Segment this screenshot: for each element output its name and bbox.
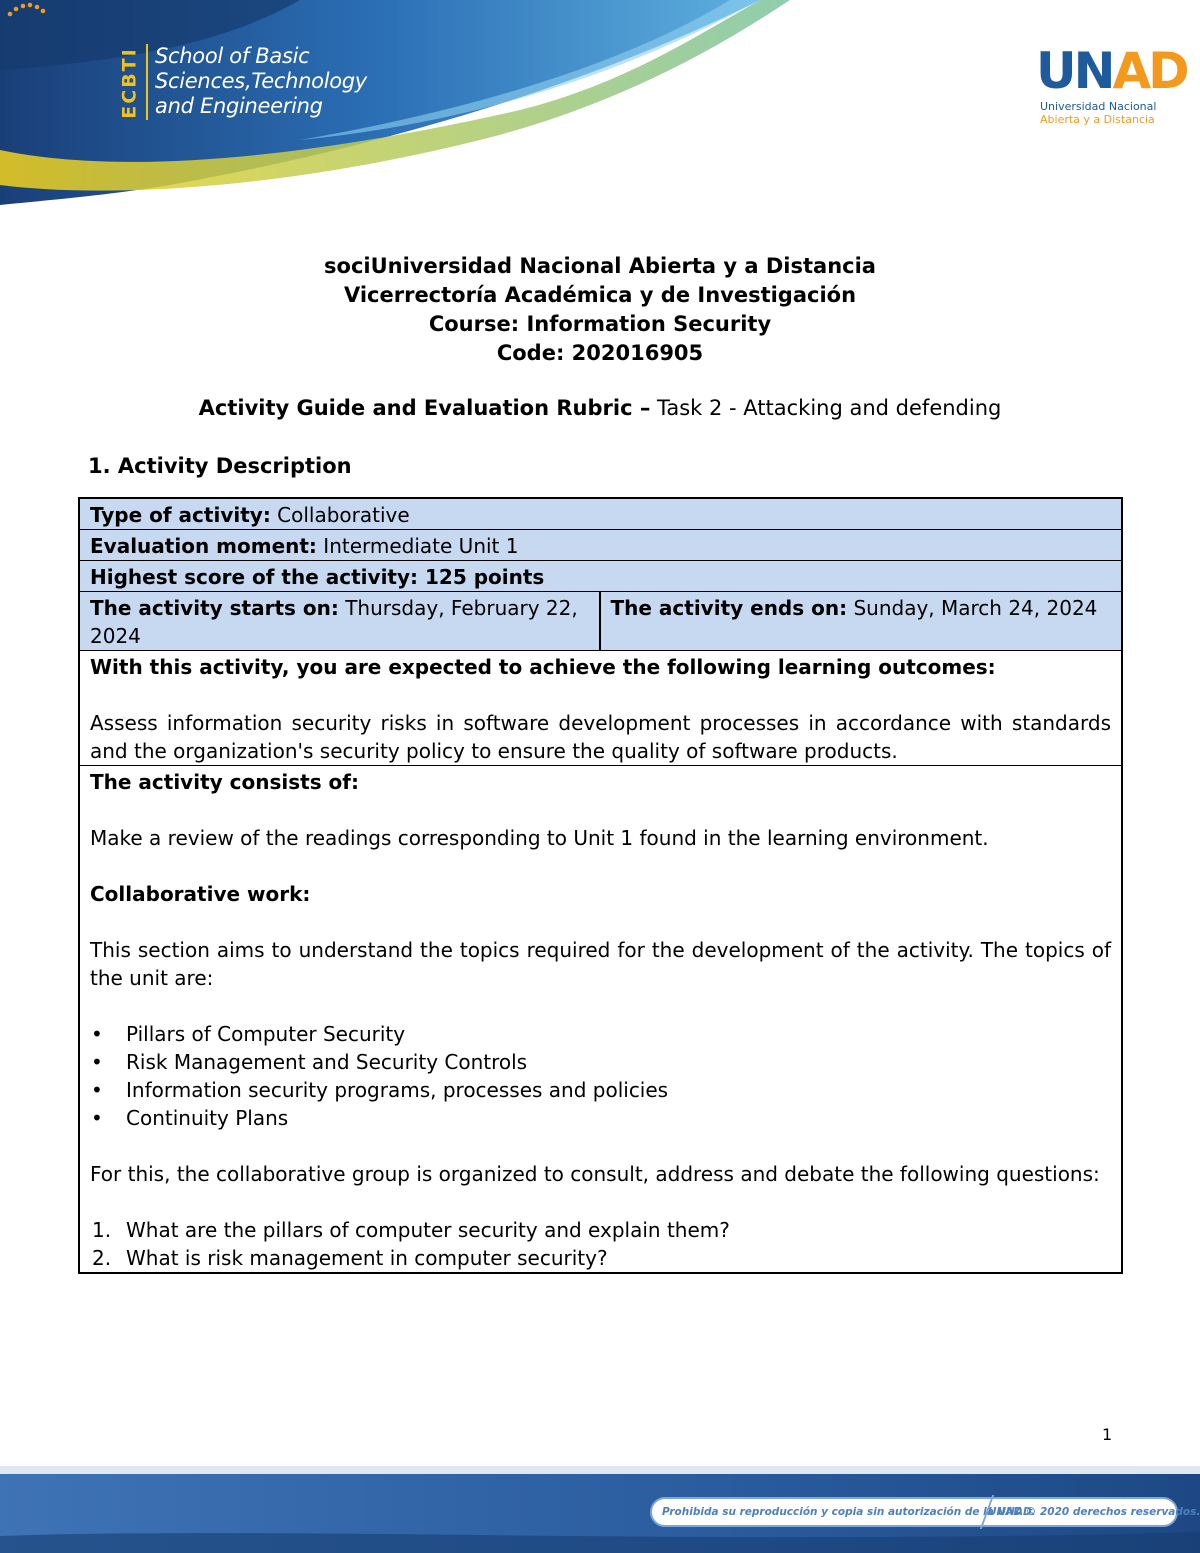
page-number: 1	[1102, 1425, 1113, 1444]
learning-outcomes-label: With this activity, you are expected to achieve the following learning outcomes:	[90, 655, 996, 679]
activity-consists-row	[80, 766, 1121, 1272]
school-line-1: School of Basic	[155, 44, 310, 68]
end-date-cell: The activity ends on: Sunday, March 24, 2024	[610, 596, 1098, 620]
activity-guide-heading: Activity Guide and Evaluation Rubric – Task 2 - Attacking and defending	[198, 396, 1002, 420]
section-title: 1. Activity Description	[88, 454, 352, 478]
evaluation-moment-row: Evaluation moment: Intermediate Unit 1	[80, 530, 1121, 561]
unad-logo-word: UNAD	[1036, 42, 1187, 100]
list-item: • Continuity Plans	[126, 1104, 1111, 1132]
school-line-2: Sciences,Technology	[155, 69, 367, 93]
header-banner	[0, 0, 1200, 220]
course-title: Course: Information Security	[428, 312, 772, 336]
section-aims-text: This section aims to understand the topics required for the development of the activity. The topics of the unit are:	[90, 938, 1111, 990]
unad-logo-subtitle-2: Abierta y a Distancia	[1040, 113, 1155, 126]
vicerrectoria-title: Vicerrectoría Académica y de Investigación	[343, 283, 857, 307]
dates-row	[80, 592, 1121, 651]
footer-reproduction-notice: Prohibida su reproducción y copia sin autorización de la UNAD.	[662, 1506, 1036, 1518]
unad-logo-dots	[0, 0, 132, 104]
start-date-cell: The activity starts on: Thursday, February 22, 2024	[80, 592, 601, 650]
unad-logo-subtitle-1: Universidad Nacional	[1040, 100, 1157, 113]
school-name	[155, 44, 367, 119]
footer-copyright-pill	[650, 1497, 1200, 1527]
consists-label: The activity consists of:	[90, 770, 359, 794]
footer-copyright: UNAD © 2020 derechos reservados.	[988, 1506, 1200, 1518]
list-item: 1. What are the pillars of computer security and explain them?	[92, 1218, 730, 1242]
list-item: • Pillars of Computer Security	[126, 1020, 1111, 1048]
document-title-block	[0, 252, 1200, 368]
highest-score-row: Highest score of the activity: 125 points	[80, 561, 1121, 592]
university-title: sociUniversidad Nacional Abierta y a Distancia	[324, 254, 876, 278]
group-questions-text: For this, the collaborative group is organized to consult, address and debate the following questions:	[90, 1162, 1100, 1186]
topics-list	[90, 1020, 1111, 1132]
review-text: Make a review of the readings corresponding to Unit 1 found in the learning environment.	[90, 826, 989, 850]
collaborative-work-label: Collaborative work:	[90, 882, 311, 906]
ecbti-divider	[146, 44, 148, 120]
questions-list	[90, 1216, 1111, 1272]
list-item: 2. What is risk management in computer security?	[92, 1246, 608, 1270]
list-item: • Information security programs, processes and policies	[126, 1076, 1111, 1104]
ecbti-label: ECBTI	[119, 47, 141, 119]
school-line-3: and Engineering	[155, 94, 323, 118]
learning-outcomes-row	[80, 651, 1121, 766]
course-code: Code: 202016905	[496, 341, 704, 365]
learning-outcomes-text: Assess information security risks in software development processes in accordance with standards and the organization's security policy to ensure the quality of software products.	[90, 711, 1111, 763]
type-of-activity-row: Type of activity: Collaborative	[80, 499, 1121, 530]
activity-table	[78, 497, 1123, 1274]
list-item: • Risk Management and Security Controls	[126, 1048, 1111, 1076]
